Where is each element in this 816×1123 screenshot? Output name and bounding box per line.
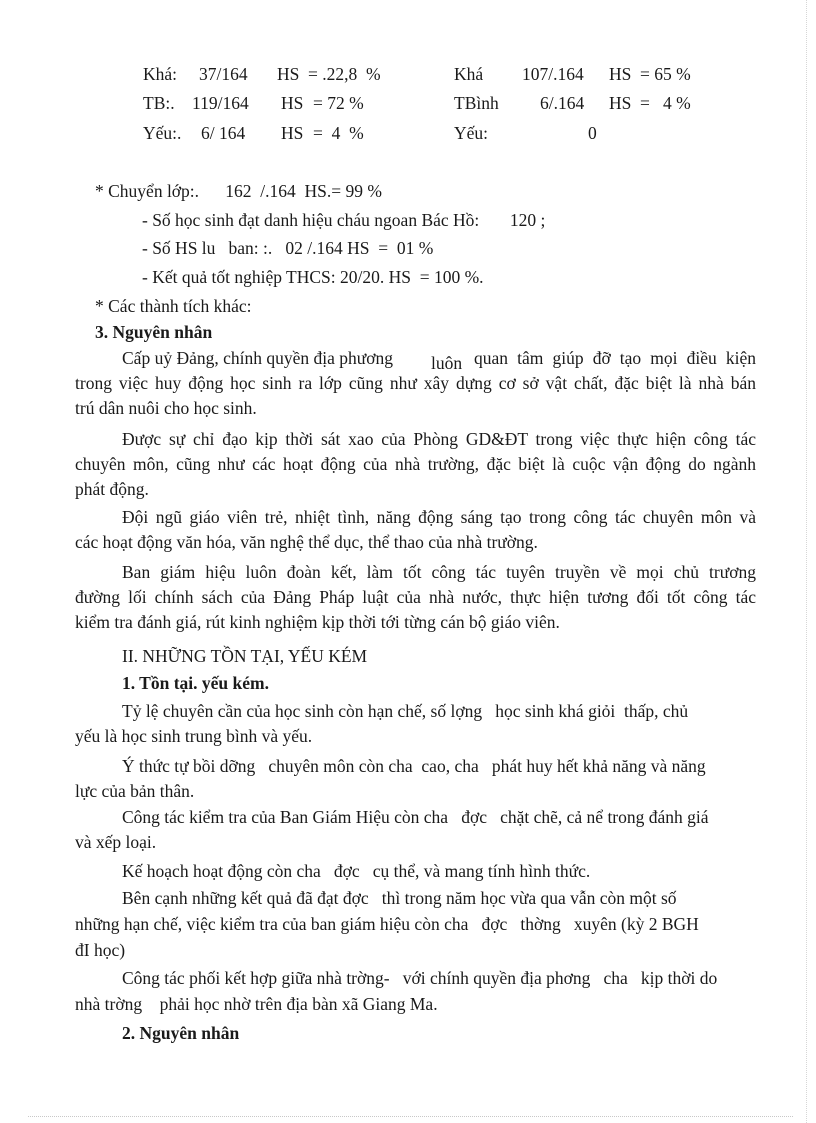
- stat-label: Khá:: [143, 64, 178, 84]
- stat-count: 107/.164: [522, 64, 584, 84]
- weakness-5-line3: đI học): [75, 940, 126, 960]
- stat-unit: HS: [281, 93, 304, 113]
- weakness-3-line1: Công tác kiểm tra của Ban Giám Hiệu còn cha đợc chặt chẽ, cả nể trong đánh giá: [122, 807, 709, 827]
- stat-percent: = 4 %: [313, 123, 364, 143]
- weakness-3-line2: và xếp loại.: [75, 832, 157, 852]
- page-bottom-border: [28, 1116, 793, 1117]
- weakness-2-line2: lực của bản thân.: [75, 781, 195, 801]
- weakness-6-line1: Công tác phối kết hợp giữa nhà trờng- với chính quyền địa phơng cha kịp thời do: [122, 968, 718, 988]
- causes-p1-word-luon: luôn: [431, 353, 463, 373]
- page-right-border: [806, 0, 807, 1123]
- causes-p2-line3: phát động.: [75, 479, 149, 499]
- weakness-1-line1: Tỷ lệ chuyên cần của học sinh còn hạn chế, số lợng học sinh khá giỏi thấp, chủ: [122, 701, 689, 721]
- stat-label: Yếu:: [454, 123, 489, 143]
- causes-p4-line1: Ban giám hiệu luôn đoàn kết, làm tốt công tác tuyên truyền về mọi chủ trương: [122, 562, 756, 582]
- causes-p1-line3: trú dân nuôi cho học sinh.: [75, 398, 257, 418]
- subsection-2-title: 2. Nguyên nhân: [122, 1023, 240, 1043]
- stat-percent: = .22,8 %: [308, 64, 381, 84]
- weakness-5-line1: Bên cạnh những kết quả đã đạt đợc thì trong năm học vừa qua vẫn còn một số: [122, 888, 677, 908]
- causes-p3-line2: các hoạt động văn hóa, văn nghệ thể dục, thể thao của nhà trường.: [75, 532, 538, 552]
- weakness-4-line1: Kế hoạch hoạt động còn cha đợc cụ thể, và mang tính hình thức.: [122, 861, 591, 881]
- stat-count: 6/.164: [540, 93, 585, 113]
- stat-percent: = 4 %: [640, 93, 691, 113]
- stat-percent: = 72 %: [313, 93, 364, 113]
- stat-unit: HS: [281, 123, 304, 143]
- causes-p1-line2: trong việc huy động học sinh ra lớp cũng như xây dựng cơ sở vật chất, đặc biệt là nhà bán: [75, 373, 756, 393]
- weakness-1-line2: yếu là học sinh trung bình và yếu.: [75, 726, 313, 746]
- causes-p1-line1c: quan tâm giúp đỡ tạo mọi điều kiện: [474, 348, 756, 368]
- stat-label: Khá: [454, 64, 484, 84]
- stat-value: 0: [588, 123, 597, 143]
- other-achievements-line: * Các thành tích khác:: [95, 296, 252, 316]
- causes-p2-line2: chuyên môn, cũng như các hoạt động của nhà trường, đặc biệt là cuộc vận động do ngành: [75, 454, 756, 474]
- stat-percent: = 65 %: [640, 64, 691, 84]
- stat-label: Yếu:.: [143, 123, 182, 143]
- causes-heading: 3. Nguyên nhân: [95, 322, 213, 342]
- stat-count: 119/164: [192, 93, 249, 113]
- weakness-5-line2: những hạn chế, việc kiểm tra của ban giám hiệu còn cha đợc thờng xuyên (kỳ 2 BGH: [75, 914, 699, 934]
- causes-p3-line1: Đội ngũ giáo viên trẻ, nhiệt tình, năng động sáng tạo trong công tác chuyên môn và: [122, 507, 756, 527]
- weakness-6-line2: nhà trờng phải học nhờ trên địa bàn xã Giang Ma.: [75, 994, 438, 1014]
- good-children-line: - Số học sinh đạt danh hiệu cháu ngoan Bác Hồ: 120 ;: [142, 210, 546, 230]
- stat-label: TB:.: [143, 93, 175, 113]
- stat-count: 37/164: [199, 64, 248, 84]
- subsection-1-title: 1. Tồn tại. yếu kém.: [122, 673, 269, 693]
- stat-unit: HS: [609, 93, 632, 113]
- stat-unit: HS: [277, 64, 300, 84]
- graduation-line: - Kết quả tốt nghiệp THCS: 20/20. HS = 100 %.: [142, 267, 484, 287]
- retained-line: - Số HS lu ban: :. 02 /.164 HS = 01 %: [142, 238, 434, 258]
- causes-p4-line2: đường lối chính sách của Đảng Pháp luật của nhà nước, thực hiện tương đối tốt công tác: [75, 587, 756, 607]
- transfer-line: * Chuyển lớp:. 162 /.164 HS.= 99 %: [95, 181, 382, 201]
- causes-p1-line1a: Cấp uỷ Đảng, chính quyền địa phương: [122, 348, 393, 368]
- stat-label: TBình: [454, 93, 499, 113]
- section-2-title: II. NHỮNG TỒN TẠI, YẾU KÉM: [122, 646, 368, 666]
- weakness-2-line1: Ý thức tự bồi dỡng chuyên môn còn cha cao, cha phát huy hết khả năng và năng: [122, 756, 706, 776]
- stat-unit: HS: [609, 64, 632, 84]
- stat-count: 6/ 164: [201, 123, 246, 143]
- causes-p2-line1: Được sự chỉ đạo kịp thời sát xao của Phòng GD&ĐT trong việc thực hiện công tác: [122, 429, 756, 449]
- causes-p4-line3: kiểm tra đánh giá, rút kinh nghiệm kịp thời tới từng cán bộ giáo viên.: [75, 612, 560, 632]
